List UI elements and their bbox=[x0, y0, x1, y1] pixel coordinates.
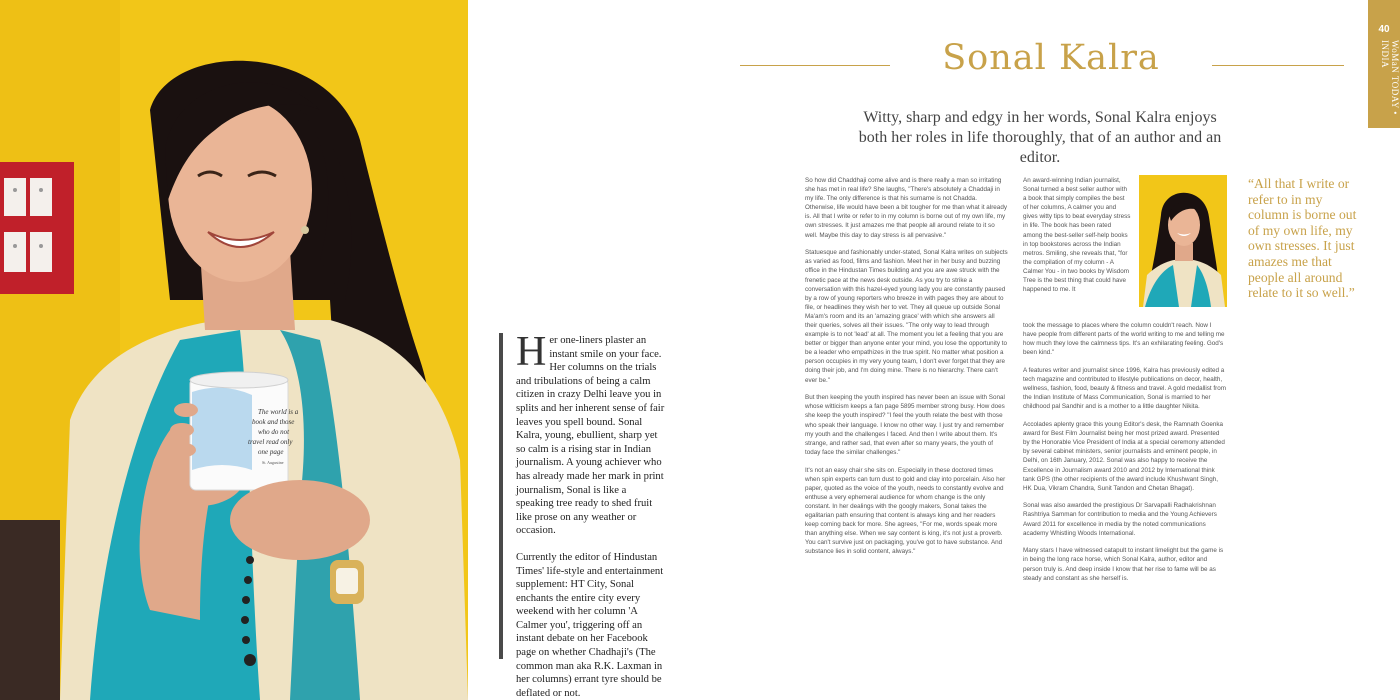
body-paragraph: Statuesque and fashionably under-stated, Sonal Kalra writes on subjects as varied as food, films and fashion. Meet her in her busy and buzzing office in the Hindustan Times building and you are awe struck with the frenetic pace at the news desk outside. As you try to strike a conversation with this hazel-eyed young lady you are constantly paused by a row of young reporters who breeze in with pages they are about to file, or headlines they wish her to vet. They all queue up outside Sonal Ma'am's room and its an 'amazing grace' with which she answers all their queries, solves all their issues. "The only way to lead through example is to not 'lead' at all. The moment you let a feeling that you are better or bigger than anyone enter your mind, you lose the opportunity to be a leader who empathizes in the true spirit. No matter what position a person occupies in my very young team, I don't ever forget that they are doing their job, and I'm doing mine. There is no hierarchy. There can't ever be." bbox=[805, 249, 1008, 384]
mug-text-line-5: one page bbox=[258, 448, 284, 456]
mug-text-line-3: who do not bbox=[258, 428, 290, 436]
mug-credit: St. Augustine bbox=[262, 460, 284, 465]
mug-text-line-1: The world is a bbox=[258, 408, 299, 416]
body-column-2-narrow bbox=[1023, 176, 1131, 303]
inset-portrait-photo bbox=[1139, 175, 1227, 307]
intro-paragraph-1-text: er one-liners plaster an instant smile on your face. Her columns on the trials and tribulations of being a calm citizen in crazy Delhi leave you in splits and her inherent sense of fair leaves you spell bound. Sonal Kalra, young, ebullient, sharp yet so calm is a rising star in Indian journalism. A young achiever who has already made her mark in print journalism, Sonal is like a speaking tree ready to shed fruit like prose on any weather or occasion. bbox=[516, 335, 665, 537]
headline-rule-left bbox=[740, 65, 890, 66]
article-title: Sonal Kalra bbox=[942, 38, 1160, 78]
intro-paragraph-2: Currently the editor of Hindustan Times' life-style and entertainment supplement: HT City, Sonal enchants the entire city every weekend with her column 'A Calmer you', triggering off an instant debate on her Facebook page on whether Chadhaji's (The common man aka R.K. Laxman in her columns) errant tyre should be deflated or not. bbox=[516, 551, 664, 699]
body-paragraph: An award-winning Indian journalist, Sonal turned a best seller author with a book that simply compiles the best of her columns, A calmer you and gives witty tips to beat everyday stress in life. The book has been rated among the best-seller self-help books in top bookstores across the Indian metros. Smiling, she reveals that, "for the compilation of my column - A Calmer You - in two books by Wisdom Tree is the best thing that could have happened to me. It bbox=[1023, 177, 1131, 294]
headline-rule-right bbox=[1212, 65, 1344, 66]
drop-cap: H bbox=[516, 329, 547, 375]
body-paragraph: But then keeping the youth inspired has never been an issue with Sonal whose witticism keeps a fan page 5895 member strong busy. How does she keep the youth inspired? "I feel the youth relate the best with those who speak their language. I know no other way. I just try and remember my youth and the challenges I faced. And then I write about them. It's strange, and rather sad, that even after so many years, the youth of today face the similar challenges." bbox=[805, 394, 1005, 456]
page-folio-strip bbox=[1368, 0, 1400, 128]
body-paragraph: took the message to places where the column couldn't reach. Now I have people from different parts of the world writing to me and telling me how much they love the calmness tips. It's an exhilarating feeling. God's been kind." bbox=[1023, 322, 1225, 357]
switchboard bbox=[0, 162, 74, 294]
mug-text-line-4: travel read only bbox=[248, 438, 293, 446]
portrait-illustration bbox=[0, 0, 468, 700]
body-column-2-wide bbox=[1023, 321, 1226, 591]
body-paragraph: A features writer and journalist since 1996, Kalra has previously edited a tech magazine and contributed to lifestyle publications on decor, health, wellness, fashion, food, beauty & fitness and travel. A gold medallist from the Indian Institute of Mass Communication, Sonal is married to her childhood pal Sandhir and is a mother to a little daughter Nikita. bbox=[1023, 366, 1227, 411]
body-column-1 bbox=[805, 176, 1008, 565]
body-paragraph: It's not an easy chair she sits on. Especially in these doctored times when spin experts can turn dust to gold and clay into porcelain. Also her paper, quoted as the voice of the youth, needs to constantly evolve and enthuse a very ephemeral audience for whom change is the only constant. In her dealings with the googly makers, Sonal takes the egalitarian path ensuring that content is always king and her readers keep coming back for more. She agrees, "For me, words speak more than anything else. When we say content is king, it's not just a proverb. You can't survive just on packaging, you've got to have substance. And substance lies in solid content, always." bbox=[805, 466, 1006, 556]
mug-text-line-2: book and those bbox=[252, 418, 295, 426]
coffee-mug bbox=[190, 372, 299, 490]
page-number: 40 bbox=[1378, 24, 1390, 35]
main-portrait-photo bbox=[0, 0, 468, 700]
body-paragraph: Sonal was also awarded the prestigious Dr Sarvapalli Radhakrishnan Rashtriya Samman for contribution to media and the Young Achievers Award 2011 for excellence in media by the noted communications academy Whistling Woods International. bbox=[1023, 502, 1217, 537]
body-paragraph: Many stars I have witnessed catapult to instant limelight but the game is in being the long race horse, which Sonal Kalra, author, editor and person truly is. And deep inside I know that her rise to fame will be as steady and constant as she herself is. bbox=[1023, 547, 1224, 582]
inset-portrait-illustration bbox=[1139, 175, 1227, 307]
pull-quote: “All that I write or refer to in my column is borne out of my own life, my own stresses. It just amazes me that people all around relate to it so well.” bbox=[1248, 176, 1357, 301]
intro-side-bar bbox=[499, 333, 503, 659]
body-paragraph: Accolades aplenty grace this young Editor's desk, the Ramnath Goenka award for Best Film Journalist being her most prized award. Presented by the Honorable Vice President of India at a special ceremony attended by several cabinet ministers, senior journalists and eminent people, in Delhi, on 16th January, 2012. Sonal was also happy to receive the Excellence in Journalism award 2010 and 2012 by International think tank GPS (the other recipients of the award include Khushwant Singh, HK Dua, Vikram Chandra, Sunit Tandon and Chetan Bhagat). bbox=[1023, 421, 1225, 492]
article-standfirst: Witty, sharp and edgy in her words, Sonal Kalra enjoys both her roles in life thoroughly, that of an author and an editor. bbox=[858, 109, 1222, 166]
body-paragraph: So how did Chaddhaji come alive and is there really a man so irritating she has met in real life? She laughs, "There's absolutely a Chaddaji in my life. The only difference is that his surname is not Chadda. Otherwise, life would have been a bit tougher for me than what it already is. All that I write or refer to in my column is borne out of my own life, my own stresses. It just amazes me that people all around relate to it so well. Maybe this day to day stress is all pervasive." bbox=[805, 177, 1007, 239]
intro-text bbox=[516, 329, 666, 700]
intro-paragraph-1 bbox=[516, 329, 666, 538]
running-head: WoMaN TODAY • INDIA bbox=[1380, 40, 1400, 115]
